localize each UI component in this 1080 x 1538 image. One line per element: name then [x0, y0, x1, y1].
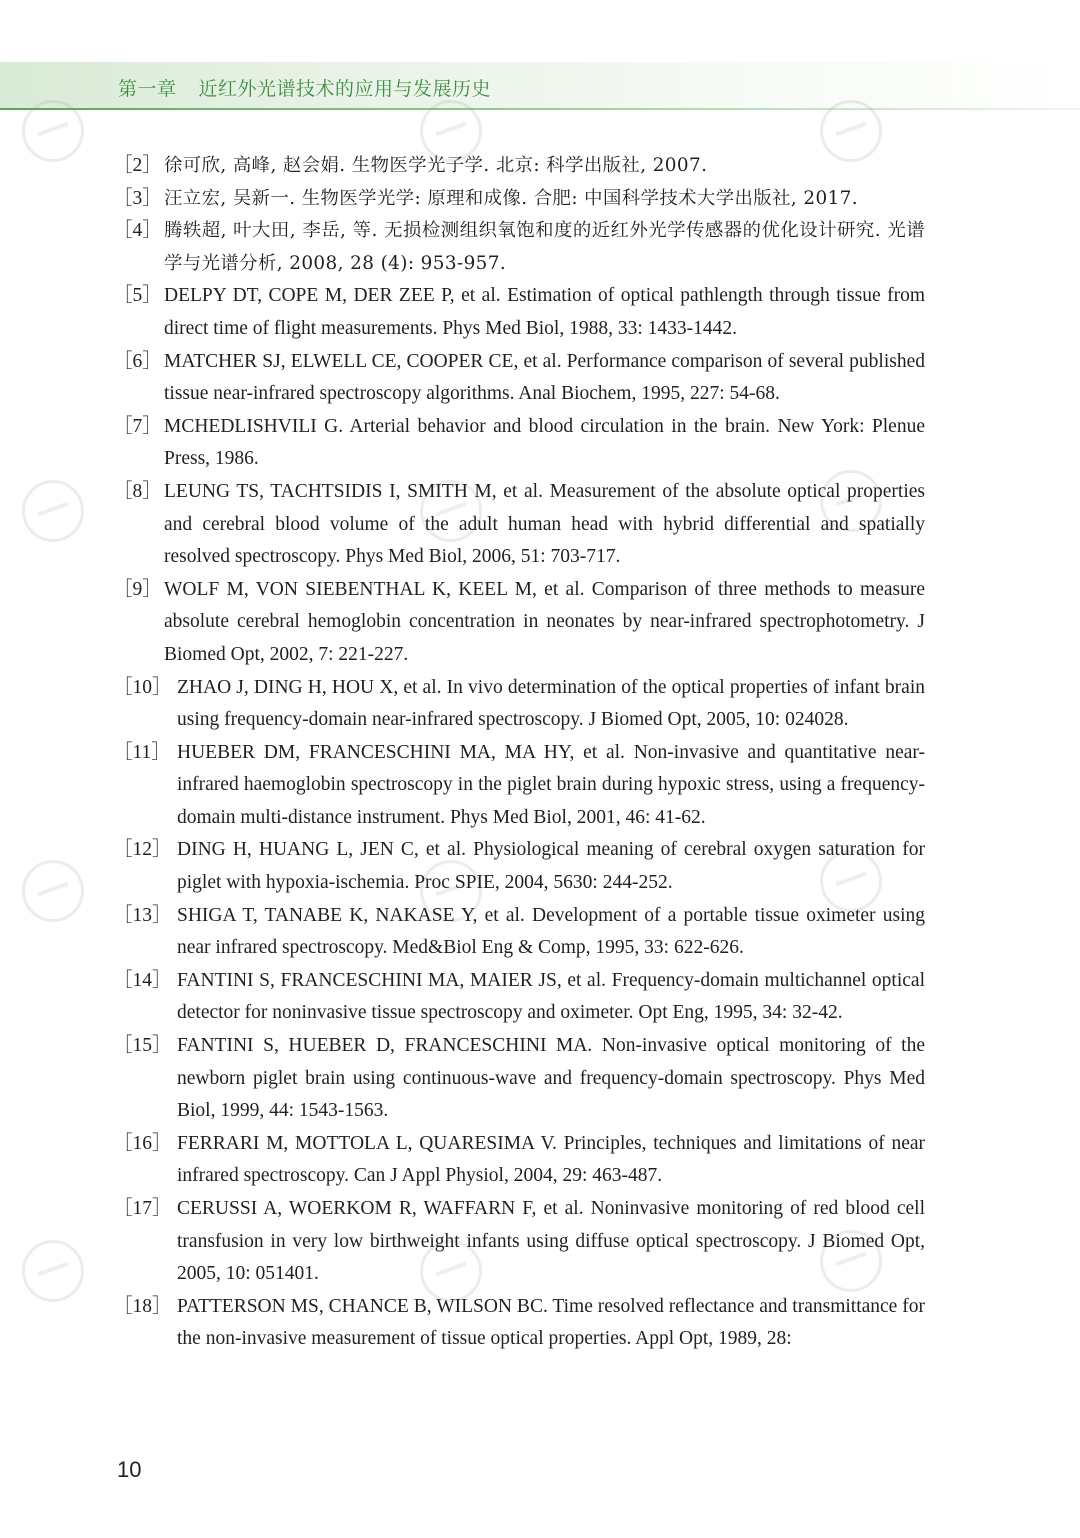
reference-item — [113, 346, 925, 411]
reference-number: ［17］ — [113, 1198, 172, 1219]
reference-item — [113, 1128, 925, 1193]
reference-number: ［13］ — [113, 904, 172, 926]
reference-number: ［14］ — [113, 969, 172, 991]
page-number: 10 — [117, 1457, 142, 1482]
reference-list — [113, 150, 925, 1356]
reference-item — [113, 183, 925, 216]
reference-number: ［15］ — [113, 1035, 172, 1057]
reference-number: ［2］ — [113, 155, 162, 176]
reference-text: PATTERSON MS, CHANCE B, WILSON BC. Time resolved reflectance and transmittance for the non-invasive measurement of tissue optical properties. Appl Opt, 1989, 28: — [177, 1295, 925, 1350]
reference-text: WOLF M, VON SIEBENTHAL K, KEEL M, et al. Comparison of three methods to measure absolute cerebral hemoglobin concentration in neonates by near-infrared spectrophotometry. J Biomed Opt, 2002, 7: 221-227. — [164, 578, 925, 665]
reference-text: ZHAO J, DING H, HOU X, et al. In vivo determination of the optical properties of infant brain using frequency-domain near-infrared spectroscopy. J Biomed Opt, 2005, 10: 024028. — [177, 676, 925, 731]
reference-text: LEUNG TS, TACHTSIDIS I, SMITH M, et al. Measurement of the absolute optical properties and cerebral blood volume of the adult human head with hybrid differential and spatially resolved spectroscopy. Phys Med Biol, 2006, 51: 703-717. — [164, 480, 925, 568]
reference-text: 汪立宏, 吴新一. 生物医学光学: 原理和成像. 合肥: 中国科学技术大学出版社, 2017. — [164, 187, 859, 209]
reference-number: ［6］ — [113, 350, 162, 372]
reference-item — [113, 1291, 925, 1356]
reference-number: ［8］ — [113, 480, 162, 502]
reference-item — [113, 1030, 925, 1128]
reference-number: ［12］ — [113, 839, 172, 861]
watermark-logo-icon — [22, 480, 84, 542]
reference-text: DELPY DT, COPE M, DER ZEE P, et al. Estimation of optical pathlength through tissue from direct time of flight measurements. Phys Med Biol, 1988, 33: 1433-1442. — [164, 285, 925, 339]
reference-item — [113, 280, 925, 345]
reference-item — [113, 834, 925, 899]
running-header — [118, 74, 491, 101]
reference-text: SHIGA T, TANABE K, NAKASE Y, et al. Development of a portable tissue oximeter using near infrared spectroscopy. Med&Biol Eng & Comp, 1995, 33: 622-626. — [177, 904, 925, 959]
reference-item — [113, 737, 925, 835]
reference-number: ［4］ — [113, 220, 162, 242]
reference-item — [113, 965, 925, 1030]
reference-number: ［7］ — [113, 415, 162, 437]
reference-text: CERUSSI A, WOERKOM R, WAFFARN F, et al. Noninvasive monitoring of red blood cell transfusion in very low birthweight infants using diffuse optical spectroscopy. J Biomed Opt, 2005, 10: 051401. — [177, 1198, 925, 1285]
reference-text: FERRARI M, MOTTOLA L, QUARESIMA V. Principles, techniques and limitations of near infrared spectroscopy. Can J Appl Physiol, 2004, 29: 463-487. — [177, 1132, 925, 1187]
watermark-logo-icon — [22, 1240, 84, 1302]
reference-item — [113, 215, 925, 280]
chapter-title: 近红外光谱技术的应用与发展历史 — [198, 78, 492, 100]
reference-item — [113, 150, 925, 183]
reference-number: ［5］ — [113, 285, 162, 307]
reference-number: ［3］ — [113, 187, 162, 209]
reference-item — [113, 411, 925, 476]
reference-number: ［10］ — [113, 676, 172, 698]
reference-item — [113, 1193, 925, 1291]
reference-item — [113, 574, 925, 672]
reference-number: ［18］ — [113, 1295, 172, 1317]
chapter-label: 第一章 — [118, 78, 177, 100]
reference-item — [113, 476, 925, 574]
reference-text: HUEBER DM, FRANCESCHINI MA, MA HY, et al. Non-invasive and quantitative near-infrared haemoglobin spectroscopy in the piglet brain during hypoxic stress, using a frequency-domain multi-distance instrument. Phys Med Biol, 2001, 46: 41-62. — [177, 741, 925, 828]
reference-number: ［9］ — [113, 578, 162, 600]
reference-text: MCHEDLISHVILI G. Arterial behavior and blood circulation in the brain. New York: Plenue Press, 1986. — [164, 415, 925, 470]
reference-text: FANTINI S, FRANCESCHINI MA, MAIER JS, et al. Frequency-domain multichannel optical detector for noninvasive tissue spectroscopy and oximeter. Opt Eng, 1995, 34: 32-42. — [177, 969, 925, 1024]
reference-text: DING H, HUANG L, JEN C, et al. Physiological meaning of cerebral oxygen saturation for piglet with hypoxia-ischemia. Proc SPIE, 2004, 5630: 244-252. — [177, 839, 925, 894]
header-rule — [0, 108, 1080, 110]
reference-number: ［16］ — [113, 1132, 172, 1154]
watermark-logo-icon — [22, 860, 84, 922]
reference-text: 徐可欣, 高峰, 赵会娟. 生物医学光子学. 北京: 科学出版社, 2007. — [164, 155, 708, 176]
reference-item — [113, 900, 925, 965]
reference-text: MATCHER SJ, ELWELL CE, COOPER CE, et al. Performance comparison of several published tissue near-infrared spectroscopy algorithms. Anal Biochem, 1995, 227: 54-68. — [164, 350, 925, 405]
reference-text: FANTINI S, HUEBER D, FRANCESCHINI MA. Non-invasive optical monitoring of the newborn piglet brain using continuous-wave and frequency-domain spectroscopy. Phys Med Biol, 1999, 44: 1543-1563. — [177, 1035, 925, 1122]
reference-number: ［11］ — [113, 741, 171, 763]
reference-item — [113, 672, 925, 737]
reference-text: 腾轶超, 叶大田, 李岳, 等. 无损检测组织氧饱和度的近红外光学传感器的优化设计研究. 光谱学与光谱分析, 2008, 28 (4): 953-957. — [164, 220, 925, 274]
